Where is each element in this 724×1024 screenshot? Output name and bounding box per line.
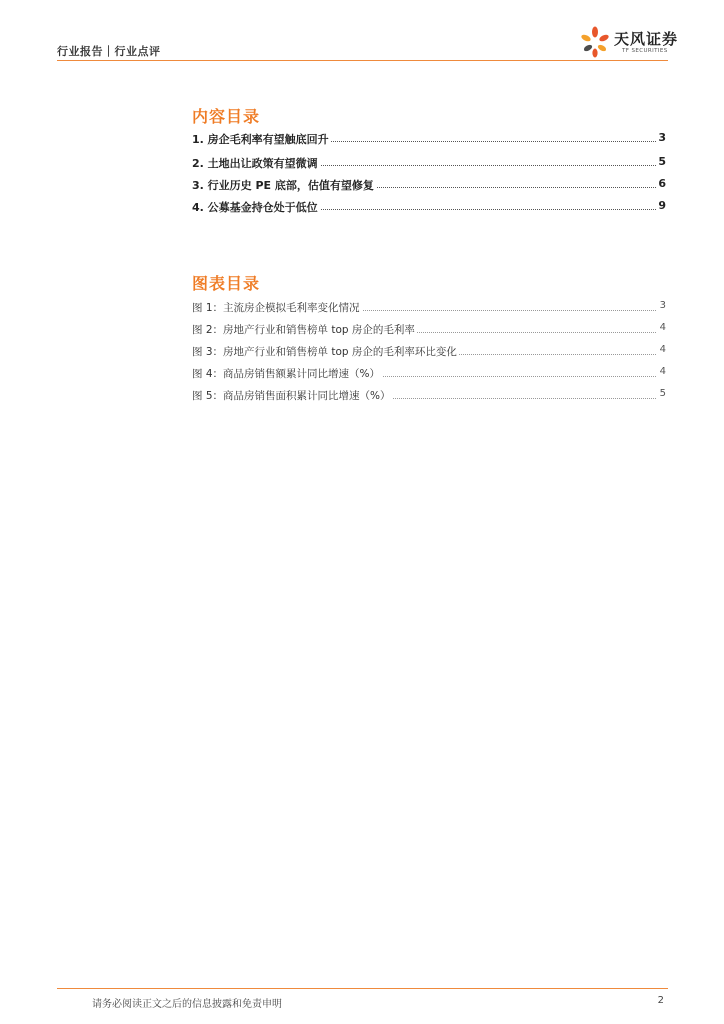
toc-entry-label: 3. 行业历史 PE 底部，估值有望修复: [192, 179, 374, 192]
figures-title: 图表目录: [192, 274, 261, 293]
figure-entry-page: 5: [659, 388, 666, 399]
toc-entry[interactable]: [192, 155, 666, 173]
figure-entry[interactable]: [192, 366, 666, 384]
figure-entry-label: 图 2：房地产行业和销售榜单 top 房企的毛利率: [192, 324, 415, 336]
figure-entry-page: 4: [659, 366, 666, 377]
header-divider: [57, 60, 668, 61]
toc-entry-label: 1. 房企毛利率有望触底回升: [192, 133, 329, 146]
toc-entry[interactable]: [192, 131, 666, 149]
toc-entry-page: 9: [658, 199, 666, 212]
figure-entry[interactable]: [192, 322, 666, 340]
figure-entry-label: 图 3：房地产行业和销售榜单 top 房企的毛利率环比变化: [192, 346, 457, 358]
toc-entry-page: 3: [658, 131, 666, 144]
contents-title: 内容目录: [192, 107, 261, 126]
toc-entry[interactable]: [192, 177, 666, 195]
toc-entry-label: 4. 公募基金持仓处于低位: [192, 201, 318, 214]
figure-entry-page: 4: [659, 344, 666, 355]
figure-entry-label: 图 4：商品房销售额累计同比增速（%）: [192, 368, 380, 380]
footer-divider: [57, 988, 668, 989]
toc-entry[interactable]: [192, 199, 666, 217]
brand-name: 天风证券: [614, 30, 679, 48]
brand-logo: [568, 22, 679, 58]
toc-entry-label: 2. 土地出让政策有望微调: [192, 157, 318, 170]
toc-entry-page: 6: [658, 177, 666, 190]
flower-logo-icon: [580, 26, 610, 58]
figure-entry-page: 4: [659, 322, 666, 333]
brand-subtitle: TF SECURITIES: [622, 48, 668, 54]
toc-entry-page: 5: [658, 155, 666, 168]
figure-entry[interactable]: [192, 300, 666, 318]
figure-entry-label: 图 1：主流房企模拟毛利率变化情况: [192, 302, 360, 314]
page-number: 2: [657, 995, 664, 1006]
figure-entry-page: 3: [659, 300, 666, 311]
footer-disclaimer: 请务必阅读正文之后的信息披露和免责申明: [92, 999, 282, 1010]
figure-entry[interactable]: [192, 344, 666, 362]
figure-entry[interactable]: [192, 388, 666, 406]
report-category: 行业报告｜行业点评: [57, 45, 161, 58]
page-header: [57, 30, 679, 64]
figure-entry-label: 图 5：商品房销售面积累计同比增速（%）: [192, 390, 391, 402]
